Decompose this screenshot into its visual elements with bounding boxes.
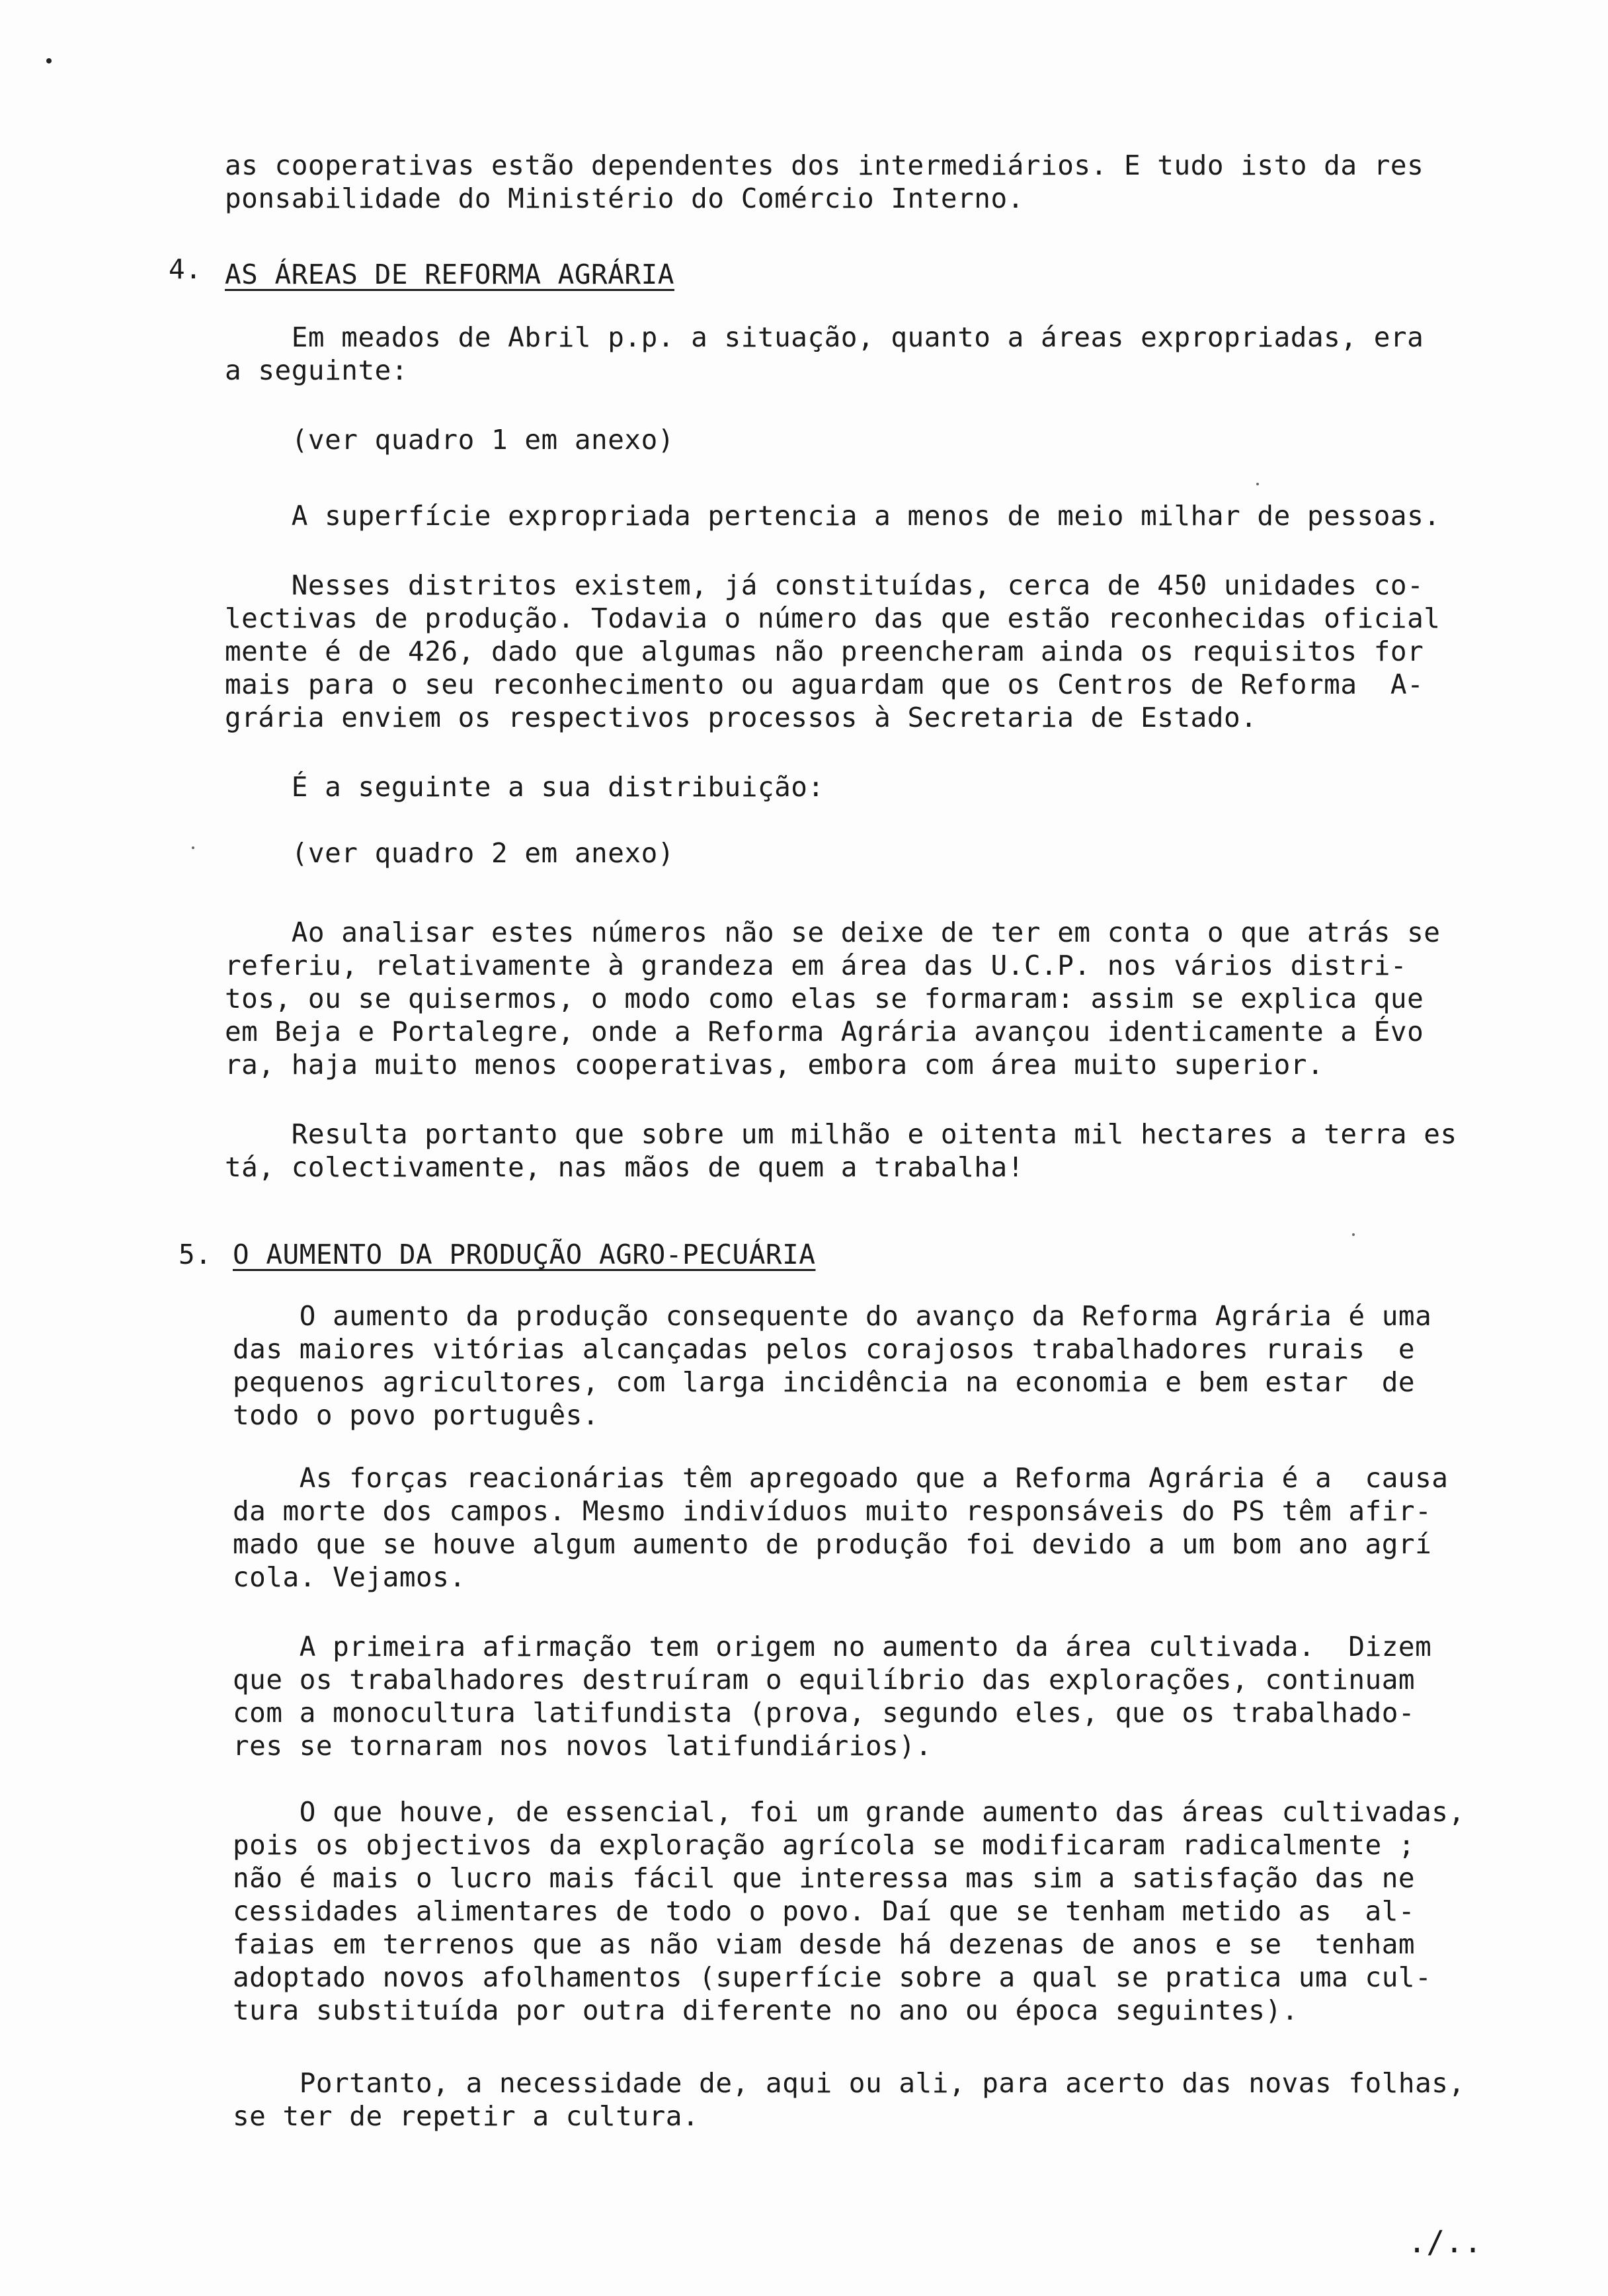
text-line: Resulta portanto que sobre um milhão e oitenta mil hectares a terra es	[225, 1118, 1457, 1150]
text-line: que os trabalhadores destruíram o equilíbrio das explorações, continuam	[233, 1664, 1416, 1696]
paper-speck	[1352, 1233, 1355, 1236]
text-line: O aumento da produção consequente do avanço da Reforma Agrária é uma	[233, 1300, 1432, 1332]
text-line: as cooperativas estão dependentes dos intermediários. E tudo isto da res	[225, 149, 1424, 181]
text-line: O que houve, de essencial, foi um grande aumento das áreas cultivadas,	[233, 1796, 1465, 1828]
section-4-number: 4.	[169, 253, 202, 285]
text-line: A primeira afirmação tem origem no aumento da área cultivada. Dizem	[233, 1631, 1432, 1662]
text-line: mais para o seu reconhecimento ou aguardam que os Centros de Reforma A-	[225, 669, 1424, 700]
text-line: grária enviem os respectivos processos à Secretaria de Estado.	[225, 702, 1258, 733]
intro-paragraph	[225, 149, 1424, 215]
text-line: se ter de repetir a cultura.	[233, 2100, 700, 2132]
text-line: pequenos agricultores, com larga incidência na economia e bem estar de	[233, 1366, 1416, 1398]
section-5-paragraph-5	[233, 2067, 1465, 2133]
text-line: mente é de 426, dado que algumas não preencheram ainda os requisitos for	[225, 636, 1424, 667]
text-line: tura substituída por outra diferente no ano ou época seguintes).	[233, 1994, 1299, 2026]
text-line: adoptado novos afolhamentos (superfície sobre a qual se pratica uma cul-	[233, 1961, 1432, 1993]
text-line: As forças reacionárias têm apregoado que a Reforma Agrária é a causa	[233, 1462, 1449, 1494]
section-4-paragraph-7	[225, 916, 1440, 1081]
text-line: (ver quadro 1 em anexo)	[225, 424, 674, 456]
section-4-table-reference-1	[225, 423, 674, 456]
paper-speck	[1256, 483, 1259, 485]
section-5-paragraph-2	[233, 1461, 1448, 1594]
section-4-paragraph-1	[225, 321, 1424, 387]
text-line: (ver quadro 2 em anexo)	[225, 837, 674, 869]
text-line: mado que se houve algum aumento de produção foi devido a um bom ano agrí	[233, 1528, 1432, 1560]
section-4-paragraph-5	[225, 770, 824, 803]
section-5-paragraph-3	[233, 1630, 1431, 1762]
section-4-paragraph-4	[225, 569, 1440, 734]
text-line: tá, colectivamente, nas mãos de quem a trabalha!	[225, 1151, 1024, 1183]
text-line: em Beja e Portalegre, onde a Reforma Agrária avançou identicamente a Évo	[225, 1016, 1424, 1047]
text-line: Em meados de Abril p.p. a situação, quanto a áreas expropriadas, era	[225, 321, 1424, 353]
text-line: cola. Vejamos.	[233, 1561, 466, 1593]
text-line: todo o povo português.	[233, 1399, 600, 1431]
binding-mark	[46, 58, 52, 63]
section-4-table-reference-2	[225, 837, 674, 870]
text-line: não é mais o lucro mais fácil que interessa mas sim a satisfação das ne	[233, 1862, 1416, 1894]
text-line: A superfície expropriada pertencia a menos de meio milhar de pessoas.	[225, 500, 1441, 532]
text-line: faias em terrenos que as não viam desde há dezenas de anos e se tenham	[233, 1928, 1416, 1960]
text-line: lectivas de produção. Todavia o número das que estão reconhecidas oficial	[225, 602, 1441, 634]
text-line: cessidades alimentares de todo o povo. Daí que se tenham metido as al-	[233, 1895, 1416, 1927]
text-line: ponsabilidade do Ministério do Comércio Interno.	[225, 183, 1024, 214]
text-line: pois os objectivos da exploração agrícola se modificaram radicalmente ;	[233, 1829, 1416, 1861]
section-5-paragraph-4	[233, 1795, 1465, 2027]
section-4-paragraph-8	[225, 1118, 1457, 1184]
text-line: com a monocultura latifundista (prova, segundo eles, que os trabalhado-	[233, 1697, 1416, 1729]
section-5-paragraph-1	[233, 1299, 1431, 1432]
text-line: referiu, relativamente à grandeza em área das U.C.P. nos vários distri-	[225, 950, 1408, 981]
text-line: das maiores vitórias alcançadas pelos corajosos trabalhadores rurais e	[233, 1333, 1416, 1365]
text-line: a seguinte:	[225, 354, 409, 386]
text-line: É a seguinte a sua distribuição:	[225, 771, 824, 803]
text-line: ra, haja muito menos cooperativas, embora com área muito superior.	[225, 1049, 1324, 1081]
paper-speck	[192, 846, 194, 849]
text-line: res se tornaram nos novos latifundiários).	[233, 1730, 932, 1762]
text-line: Nesses distritos existem, já constituídas, cerca de 450 unidades co-	[225, 569, 1424, 601]
text-line: Portanto, a necessidade de, aqui ou ali, para acerto das novas folhas,	[233, 2067, 1465, 2099]
section-4-paragraph-3	[225, 499, 1440, 532]
section-5-number: 5.	[179, 1239, 212, 1270]
text-line: tos, ou se quisermos, o modo como elas se formaram: assim se explica que	[225, 983, 1424, 1014]
section-5-title: O AUMENTO DA PRODUÇÃO AGRO-PECUÁRIA	[233, 1239, 816, 1270]
text-line: Ao analisar estes números não se deixe de ter em conta o que atrás se	[225, 917, 1441, 948]
text-line: da morte dos campos. Mesmo indivíduos muito responsáveis do PS têm afir-	[233, 1495, 1432, 1527]
continuation-mark: ./..	[1408, 2224, 1482, 2260]
section-4-title: AS ÁREAS DE REFORMA AGRÁRIA	[225, 259, 674, 290]
